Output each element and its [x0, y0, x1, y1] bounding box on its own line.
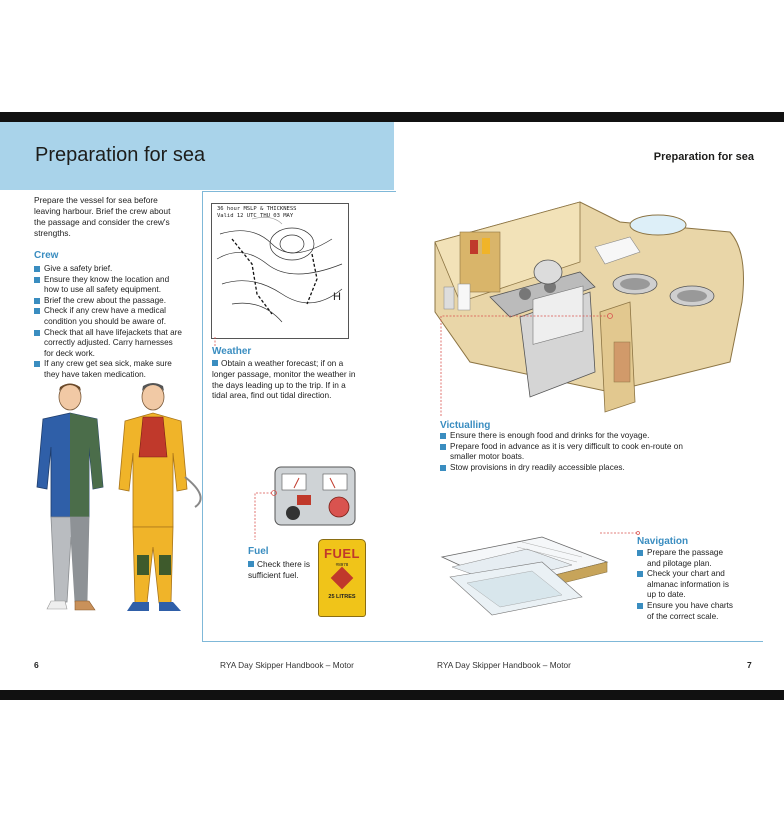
crew-item: Brief the crew about the passage.: [34, 296, 184, 307]
engine-panel-illustration: [275, 467, 357, 527]
crew-item: Check if any crew have a medical condition you should be aware of.: [34, 306, 184, 327]
victualling-heading: Victualling: [440, 420, 491, 431]
crew-figures-illustration: [25, 377, 205, 642]
chart-caption-line-1: 36 hour MSLP & THICKNESS: [217, 206, 297, 212]
navigation-item: Check your chart and almanac information is up to date.: [637, 569, 737, 601]
victualling-callout-line: [440, 312, 620, 417]
right-page-number: 7: [747, 660, 752, 670]
right-page-footer: RYA Day Skipper Handbook – Motor: [437, 660, 571, 670]
navigation-item: Prepare the passage and pilotage plan.: [637, 548, 737, 569]
fuel-heading: Fuel: [248, 546, 269, 557]
victualling-item: Ensure there is enough food and drinks for the voyage.: [440, 431, 690, 442]
victualling-list: [440, 431, 690, 473]
crew-item: If any crew get sea sick, make sure they have taken medication.: [34, 359, 184, 380]
crew-heading: Crew: [34, 250, 59, 261]
almanac-illustration: [432, 517, 612, 617]
crew-item: Check that all have lifejackets that are correctly adjusted. Carry harnesses for deck work.: [34, 328, 184, 360]
running-head: Preparation for sea: [653, 151, 754, 163]
fuel-body: Check there is sufficient fuel.: [248, 559, 311, 580]
crew-item: Give a safety brief.: [34, 264, 184, 275]
weather-text: [212, 358, 362, 401]
fuel-callout-line: [252, 492, 277, 542]
weather-heading: Weather: [212, 346, 252, 357]
weather-body: Obtain a weather forecast; if on a longer passage, monitor the weather in the days leading up to the trip. If in a tidal area, find out tidal direction.: [212, 358, 356, 401]
fuel-can: [318, 539, 366, 617]
victualling-item: Prepare food in advance as it is very difficult to cook en-route on smaller motor boats.: [440, 442, 690, 463]
hazard-code: #8978: [335, 562, 349, 567]
weather-chart: [211, 203, 349, 339]
navigation-heading: Navigation: [637, 536, 689, 547]
navigation-callout-line: [600, 531, 640, 535]
bottom-black-band: [0, 690, 784, 700]
fuel-bullet: [248, 561, 254, 567]
left-page-footer: RYA Day Skipper Handbook – Motor: [220, 660, 354, 670]
flammable-diamond-icon: [331, 567, 354, 590]
fuel-can-label: FUEL: [324, 546, 360, 561]
victualling-item: Stow provisions in dry readily accessible places.: [440, 463, 690, 474]
left-page-header-band: [0, 122, 394, 190]
fuel-can-volume: 25 LITRES: [328, 594, 356, 600]
isobar-lines: [212, 204, 348, 338]
top-black-band: [0, 112, 784, 122]
navigation-list: [637, 548, 737, 622]
high-pressure-label: H: [333, 291, 341, 303]
left-page-number: 6: [34, 660, 39, 670]
intro-text: Prepare the vessel for sea before leaving harbour. Brief the crew about the passage and consider the crew's strengths.: [34, 195, 171, 238]
chart-caption-line-2: Valid 12 UTC THU 03 MAY: [217, 213, 294, 219]
fuel-text: [248, 559, 318, 581]
book-spread: [0, 122, 784, 690]
page-title: Preparation for sea: [35, 144, 206, 166]
weather-bullet: [212, 360, 218, 366]
navigation-item: Ensure you have charts of the correct scale.: [637, 601, 737, 622]
crew-item: Ensure they know the location and how to use all safety equipment.: [34, 275, 184, 296]
crew-list: [34, 264, 184, 381]
